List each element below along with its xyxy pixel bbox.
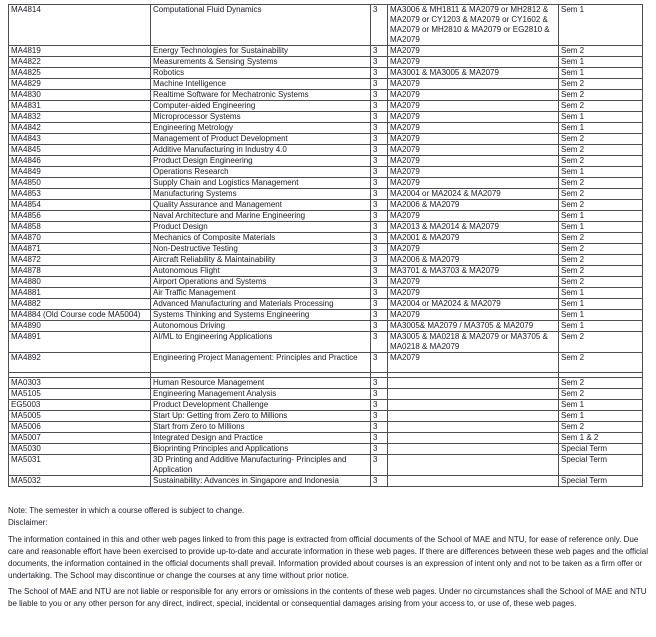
cell-name: Product Design [151,222,371,233]
cell-name: Start from Zero to Millions [151,422,371,433]
cell-au: 3 [371,200,388,211]
cell-au: 3 [371,255,388,266]
cell-au: 3 [371,112,388,123]
cell-prereq: MA3701 & MA3703 & MA2079 [388,266,559,277]
cell-code: MA5030 [9,444,151,455]
course-row [9,321,643,332]
cell-code: MA4882 [9,299,151,310]
cell-name: Product Development Challenge [151,400,371,411]
cell-code: MA4854 [9,200,151,211]
cell-sem: Sem 2 [559,353,643,373]
cell-prereq [388,444,559,455]
cell-name: Engineering Metrology [151,123,371,134]
cell-code: EG5003 [9,400,151,411]
cell-prereq [388,422,559,433]
cell-prereq: MA2079 [388,277,559,288]
cell-sem: Sem 2 [559,332,643,353]
course-table [8,4,643,487]
cell-code: MA4884 (Old Course code MA5004) [9,310,151,321]
cell-sem: Sem 1 [559,299,643,310]
cell-code: MA4843 [9,134,151,145]
cell-prereq: MA2079 [388,178,559,189]
cell-au: 3 [371,46,388,57]
cell-code: MA4846 [9,156,151,167]
cell-sem: Special Term [559,444,643,455]
cell-code: MA5031 [9,455,151,476]
cell-code: MA5007 [9,433,151,444]
cell-name: Naval Architecture and Marine Engineering [151,211,371,222]
cell-sem: Sem 2 [559,389,643,400]
cell-code: MA4892 [9,353,151,373]
cell-prereq [388,389,559,400]
cell-prereq: MA2079 [388,167,559,178]
cell-code: MA4870 [9,233,151,244]
cell-au: 3 [371,68,388,79]
cell-sem: Sem 1 & 2 [559,433,643,444]
cell-au: 3 [371,145,388,156]
cell-au: 3 [371,244,388,255]
cell-code: MA0303 [9,378,151,389]
cell-code: MA4825 [9,68,151,79]
cell-sem: Sem 2 [559,46,643,57]
cell-au: 3 [371,222,388,233]
cell-sem: Sem 1 [559,5,643,46]
cell-au: 3 [371,321,388,332]
cell-name: Engineering Project Management: Principles and Practice [151,353,371,373]
cell-sem: Sem 1 [559,211,643,222]
course-row [9,378,643,389]
disclaimer-paragraph-2: The School of MAE and NTU are not liable or responsible for any errors or omissions in the contents of these web pages. Under no circumstances shall the School of MAE and NTU be liable to you or any other person for any direct, indirect, special, incidental or consequential damages arising from your access to, or use of, these web pages. [8,587,647,608]
cell-au: 3 [371,167,388,178]
cell-name: Air Traffic Management [151,288,371,299]
cell-prereq: MA3005 & MA0218 & MA2079 or MA3705 & MA0218 & MA2079 [388,332,559,353]
cell-au: 3 [371,299,388,310]
cell-name: Human Resource Management [151,378,371,389]
disclaimer-heading: Disclaimer: [8,518,48,527]
cell-sem: Sem 1 [559,167,643,178]
cell-name: Manufacturing Systems [151,189,371,200]
cell-name: 3D Printing and Additive Manufacturing- Principles and Application [151,455,371,476]
cell-name: Integrated Design and Practice [151,433,371,444]
cell-code: MA4853 [9,189,151,200]
cell-prereq [388,455,559,476]
course-row [9,167,643,178]
cell-sem: Sem 2 [559,200,643,211]
cell-au: 3 [371,353,388,373]
course-row [9,68,643,79]
cell-prereq: MA2079 [388,244,559,255]
cell-au: 3 [371,79,388,90]
cell-sem: Sem 1 [559,57,643,68]
cell-au: 3 [371,5,388,46]
cell-code: MA4856 [9,211,151,222]
cell-name: Autonomous Driving [151,321,371,332]
cell-au: 3 [371,134,388,145]
cell-prereq: MA2001 & MA2079 [388,233,559,244]
cell-sem: Sem 1 [559,123,643,134]
course-row [9,57,643,68]
cell-prereq: MA2079 [388,211,559,222]
cell-prereq: MA2079 [388,57,559,68]
cell-name: Robotics [151,68,371,79]
cell-au: 3 [371,389,388,400]
cell-prereq: MA2079 [388,79,559,90]
course-row [9,332,643,353]
cell-code: MA4890 [9,321,151,332]
course-row [9,444,643,455]
cell-prereq [388,411,559,422]
course-row [9,46,643,57]
cell-code: MA4872 [9,255,151,266]
cell-code: MA4878 [9,266,151,277]
cell-code: MA4881 [9,288,151,299]
cell-code: MA4850 [9,178,151,189]
disclaimer-paragraph-1: The information contained in this and other web pages linked to from this page is extracted from official documents of the School of MAE and NTU, for ease of reference only. Due care and reasonable effort have been exercised to provide up-to-date and accurate information in these web pages. If there are differences between these web pages and the official documents, the information contained in the official documents shall prevail. Information provided about courses is an expression of intent only and not to be taken as a firm offer or undertaking. The School may discontinue or change the courses at any time without prior notice. [8,535,648,580]
cell-sem: Sem 2 [559,189,643,200]
cell-prereq: MA2079 [388,288,559,299]
cell-name: Computational Fluid Dynamics [151,5,371,46]
cell-prereq: MA2013 & MA2014 & MA2079 [388,222,559,233]
cell-sem: Sem 2 [559,145,643,156]
course-row [9,310,643,321]
cell-prereq: MA2079 [388,123,559,134]
cell-name: Aircraft Reliability & Maintainability [151,255,371,266]
cell-prereq: MA2004 or MA2024 & MA2079 [388,189,559,200]
course-row [9,255,643,266]
cell-code: MA5005 [9,411,151,422]
cell-code: MA4829 [9,79,151,90]
cell-prereq: MA2006 & MA2079 [388,255,559,266]
cell-sem: Sem 2 [559,79,643,90]
cell-code: MA4819 [9,46,151,57]
cell-name: Energy Technologies for Sustainability [151,46,371,57]
cell-sem: Sem 1 [559,112,643,123]
cell-prereq [388,400,559,411]
cell-sem: Sem 2 [559,178,643,189]
course-row [9,411,643,422]
cell-sem: Sem 2 [559,101,643,112]
cell-prereq: MA2079 [388,353,559,373]
cell-sem: Sem 1 [559,288,643,299]
cell-code: MA5105 [9,389,151,400]
cell-prereq: MA3006 & MH1811 & MA2079 or MH2812 & MA2079 or CY1203 & MA2079 or CY1602 & MA2079 or MH2810 & MA2079 or EG2810 & MA2079 [388,5,559,46]
cell-au: 3 [371,400,388,411]
cell-code: MA5032 [9,476,151,487]
cell-au: 3 [371,332,388,353]
cell-sem: Sem 2 [559,244,643,255]
cell-name: Systems Thinking and Systems Engineering [151,310,371,321]
cell-au: 3 [371,411,388,422]
cell-sem: Sem 1 [559,321,643,332]
course-row [9,422,643,433]
cell-code: MA4831 [9,101,151,112]
cell-au: 3 [371,277,388,288]
cell-name: Bioprinting Principles and Applications [151,444,371,455]
cell-name: Sustainability: Advances in Singapore and Indonesia [151,476,371,487]
course-row [9,288,643,299]
cell-au: 3 [371,266,388,277]
course-row [9,266,643,277]
course-row [9,433,643,444]
cell-name: Quality Assurance and Management [151,200,371,211]
cell-sem: Sem 2 [559,422,643,433]
cell-sem: Sem 2 [559,378,643,389]
cell-au: 3 [371,57,388,68]
cell-prereq: MA2079 [388,90,559,101]
cell-code: MA4830 [9,90,151,101]
course-row [9,101,643,112]
cell-au: 3 [371,433,388,444]
cell-code: MA4832 [9,112,151,123]
cell-name: Additive Manufacturing in Industry 4.0 [151,145,371,156]
course-row [9,112,643,123]
course-row [9,189,643,200]
course-row [9,145,643,156]
cell-prereq: MA2079 [388,46,559,57]
cell-name: Autonomous Flight [151,266,371,277]
cell-code: MA4822 [9,57,151,68]
cell-sem: Sem 1 [559,400,643,411]
cell-code: MA4858 [9,222,151,233]
cell-code: MA4849 [9,167,151,178]
cell-au: 3 [371,310,388,321]
cell-sem: Sem 1 [559,68,643,79]
cell-prereq: MA2079 [388,156,559,167]
cell-code: MA5006 [9,422,151,433]
cell-sem: Sem 1 [559,310,643,321]
cell-name: Operations Research [151,167,371,178]
cell-sem: Special Term [559,476,643,487]
course-row [9,400,643,411]
cell-au: 3 [371,178,388,189]
cell-prereq: MA2079 [388,145,559,156]
cell-sem: Sem 2 [559,277,643,288]
cell-prereq: MA2079 [388,101,559,112]
cell-au: 3 [371,233,388,244]
cell-prereq [388,433,559,444]
cell-sem: Sem 2 [559,134,643,145]
course-row [9,211,643,222]
semester-note: Note: The semester in which a course offered is subject to change. [8,506,245,515]
cell-prereq [388,476,559,487]
cell-sem: Sem 2 [559,90,643,101]
cell-au: 3 [371,101,388,112]
cell-sem: Special Term [559,455,643,476]
cell-sem: Sem 2 [559,233,643,244]
course-row [9,90,643,101]
cell-sem: Sem 2 [559,266,643,277]
cell-prereq: MA3001 & MA3005 & MA2079 [388,68,559,79]
cell-au: 3 [371,211,388,222]
cell-au: 3 [371,422,388,433]
cell-name: Management of Product Development [151,134,371,145]
cell-au: 3 [371,156,388,167]
cell-code: MA4880 [9,277,151,288]
cell-sem: Sem 2 [559,156,643,167]
cell-code: MA4842 [9,123,151,134]
cell-au: 3 [371,123,388,134]
course-row [9,233,643,244]
cell-name: Product Design Engineering [151,156,371,167]
cell-name: Engineering Management Analysis [151,389,371,400]
cell-sem: Sem 1 [559,411,643,422]
cell-name: Advanced Manufacturing and Materials Processing [151,299,371,310]
course-row [9,389,643,400]
course-row [9,353,643,373]
cell-name: Supply Chain and Logistics Management [151,178,371,189]
cell-prereq: MA2079 [388,310,559,321]
cell-code: MA4845 [9,145,151,156]
cell-prereq [388,378,559,389]
cell-au: 3 [371,288,388,299]
cell-code: MA4871 [9,244,151,255]
course-row [9,134,643,145]
cell-au: 3 [371,476,388,487]
course-row [9,299,643,310]
cell-name: AI/ML to Engineering Applications [151,332,371,353]
cell-code: MA4814 [9,5,151,46]
cell-name: Computer-aided Engineering [151,101,371,112]
cell-au: 3 [371,90,388,101]
cell-au: 3 [371,378,388,389]
course-table-body [9,5,643,487]
course-row [9,79,643,90]
cell-sem: Sem 1 [559,222,643,233]
cell-prereq: MA2006 & MA2079 [388,200,559,211]
course-row [9,178,643,189]
course-row [9,123,643,134]
cell-prereq: MA3005& MA2079 / MA3705 & MA2079 [388,321,559,332]
cell-name: Mechanics of Composite Materials [151,233,371,244]
cell-name: Measurements & Sensing Systems [151,57,371,68]
course-row [9,244,643,255]
course-row [9,156,643,167]
cell-code: MA4891 [9,332,151,353]
course-row [9,200,643,211]
cell-name: Start Up: Getting from Zero to Millions [151,411,371,422]
cell-name: Machine Intelligence [151,79,371,90]
cell-prereq: MA2079 [388,112,559,123]
cell-au: 3 [371,455,388,476]
cell-prereq: MA2004 or MA2024 & MA2079 [388,299,559,310]
cell-sem: Sem 2 [559,255,643,266]
course-row [9,277,643,288]
cell-prereq: MA2079 [388,134,559,145]
course-row [9,5,643,46]
cell-name: Microprocessor Systems [151,112,371,123]
cell-au: 3 [371,444,388,455]
cell-name: Realtime Software for Mechatronic Systems [151,90,371,101]
course-row [9,455,643,476]
cell-au: 3 [371,189,388,200]
course-row [9,476,643,487]
course-row [9,222,643,233]
cell-name: Airport Operations and Systems [151,277,371,288]
cell-name: Non-Destructive Testing [151,244,371,255]
